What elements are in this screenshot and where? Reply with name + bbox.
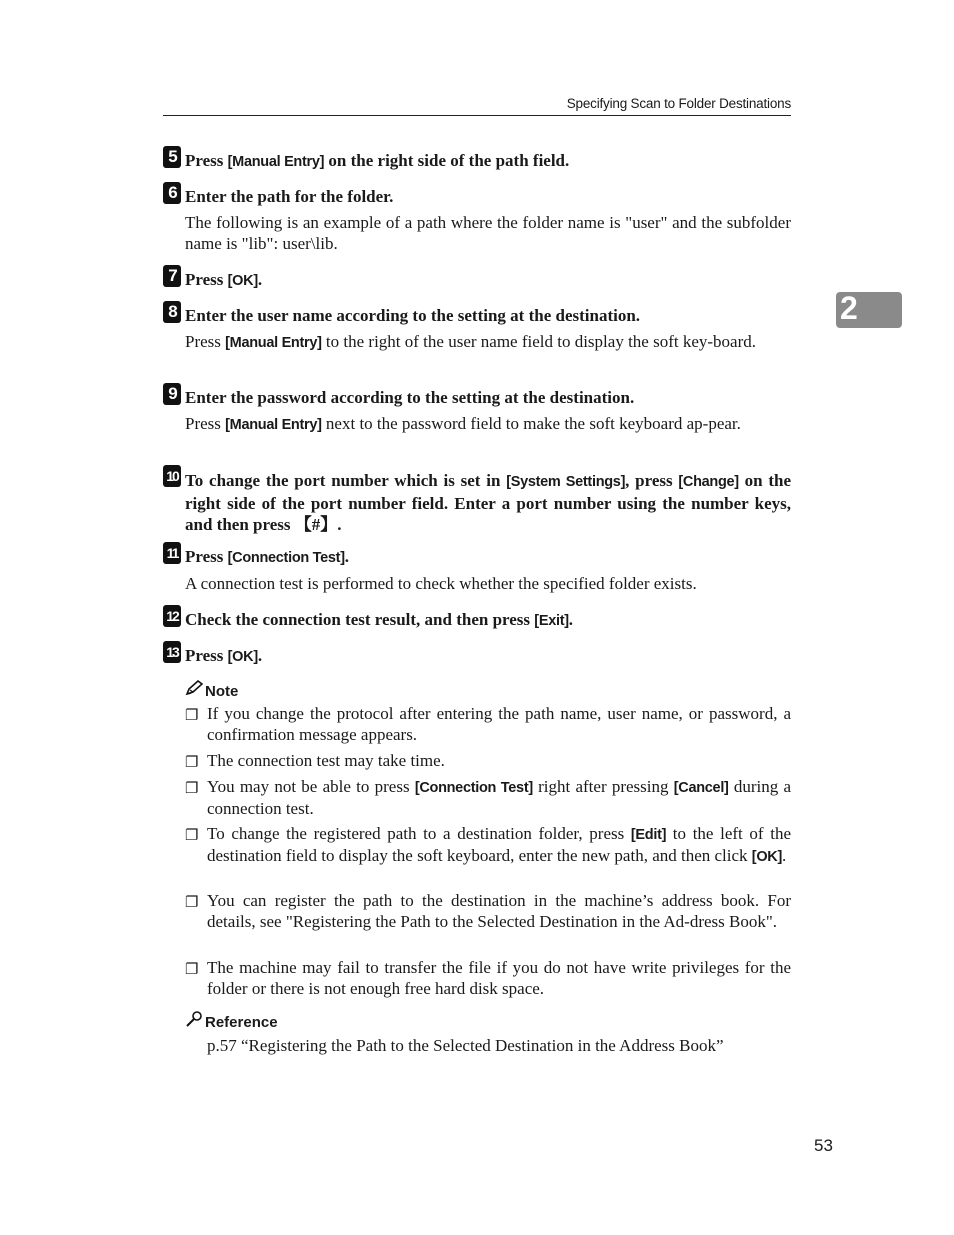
manual-entry-key: [Manual Entry]	[225, 417, 322, 433]
step-title: To change the port number which is set in [System Settings], press [Change] on the right side of the port number field. Enter a port number using the number keys, and then press 【#】.	[185, 471, 791, 534]
manual-entry-key: [Manual Entry]	[227, 154, 325, 170]
checkbox-icon: ❐	[185, 781, 199, 797]
chapter-tab	[836, 292, 902, 328]
step-title: Press [OK].	[185, 646, 263, 665]
system-settings-key: [System Settings]	[506, 474, 626, 490]
step-body: Press [Manual Entry] to the right of the user name field to display the soft key-board.	[185, 332, 757, 351]
step-title: Press [OK].	[185, 270, 263, 289]
step-number: 7	[163, 265, 181, 287]
step-number: 5	[163, 146, 181, 168]
exit-key: [Exit]	[534, 613, 569, 629]
ok-key: [OK]	[227, 649, 258, 665]
magnifier-icon	[185, 1011, 205, 1032]
checkbox-icon: ❐	[185, 895, 199, 911]
step-title: Enter the path for the folder.	[185, 187, 394, 206]
step-number: 6	[163, 182, 181, 204]
step-title: Press [Connection Test].	[185, 547, 349, 566]
chapter-number: 2	[840, 290, 858, 326]
ok-key: [OK]	[227, 273, 258, 289]
edit-key: [Edit]	[630, 827, 667, 843]
step-number: 11	[163, 542, 181, 564]
reference-text: p.57 “Registering the Path to the Selected Destination in the Address Book”	[207, 1036, 724, 1055]
step-title: Enter the user name according to the setting at the destination.	[185, 306, 641, 325]
change-key: [Change]	[678, 474, 739, 490]
checkbox-icon: ❐	[185, 755, 199, 771]
checkbox-icon: ❐	[185, 828, 199, 844]
header-title: Specifying Scan to Folder Destinations	[566, 96, 791, 111]
step-title: Check the connection test result, and then press [Exit].	[185, 610, 573, 629]
step-body: The following is an example of a path where the folder name is "user" and the subfolder name is "lib": user\lib.	[185, 213, 791, 253]
step-number: 12	[163, 605, 181, 627]
checkbox-icon: ❐	[185, 962, 199, 978]
cancel-key: [Cancel]	[673, 780, 729, 796]
connection-test-key: [Connection Test]	[414, 780, 533, 796]
step-title: Press [Manual Entry] on the right side of the path field.	[185, 151, 570, 170]
ok-key: [OK]	[751, 848, 783, 865]
page-header	[163, 96, 791, 116]
note-heading: Note	[185, 680, 238, 701]
manual-entry-key: [Manual Entry]	[225, 335, 322, 351]
checkbox-icon: ❐	[185, 708, 199, 724]
pencil-icon	[185, 680, 205, 701]
hash-key: 【#】	[294, 515, 338, 534]
connection-test-key: [Connection Test]	[227, 550, 345, 566]
step-number: 13	[163, 641, 181, 663]
reference-heading: Reference	[185, 1011, 278, 1032]
step-body: Press [Manual Entry] next to the password field to make the soft keyboard ap-pear.	[185, 414, 741, 433]
step-title: Enter the password according to the setting at the destination.	[185, 388, 635, 407]
page-number: 53	[814, 1136, 833, 1155]
step-body: A connection test is performed to check whether the specified folder exists.	[185, 574, 697, 593]
step-number: 9	[163, 383, 181, 405]
step-number: 8	[163, 301, 181, 323]
step-number: 10	[163, 465, 181, 487]
